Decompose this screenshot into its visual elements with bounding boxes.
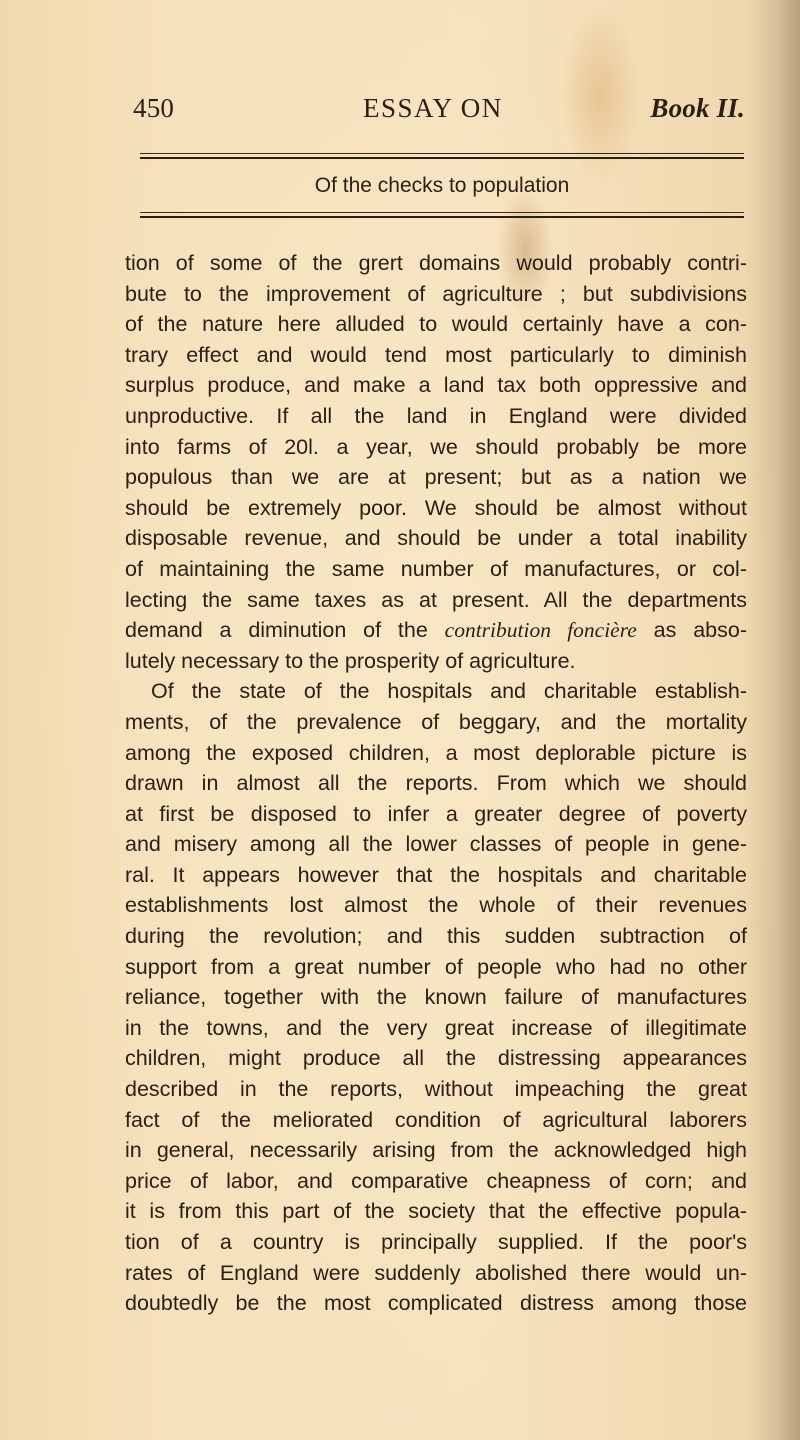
- text-line: in the towns, and the very great increase of illegitimate: [125, 1015, 747, 1040]
- running-title: ESSAY ON: [363, 93, 503, 123]
- text-line: at first be disposed to infer a greater degree of poverty: [125, 801, 747, 826]
- book-label: Book II.: [650, 93, 745, 123]
- text-line: doubtedly be the most complicated distress among those: [125, 1291, 747, 1316]
- header-rule-bottom: [140, 212, 744, 218]
- text-line: children, might produce all the distressing appearances: [125, 1046, 747, 1071]
- text-line: drawn in almost all the reports. From which we should: [125, 771, 747, 796]
- text-line: tion of a country is principally supplied. If the poor's: [125, 1230, 747, 1254]
- text-line: lecting the same taxes as at present. All the departments: [125, 587, 747, 612]
- text-line: surplus produce, and make a land tax both oppressive and: [125, 373, 747, 398]
- text-line: rates of England were suddenly abolished there would un-: [125, 1260, 747, 1285]
- page-number: 450: [133, 93, 175, 123]
- text-segment: as abso-: [636, 618, 748, 643]
- paragraph-end-line: lutely necessary to the prosperity of agriculture.: [125, 648, 576, 673]
- text-line: tion of some of the grert domains would probably contri-: [125, 251, 747, 275]
- body-text: [125, 248, 747, 1319]
- text-line: among the exposed children, a most deplorable picture is: [125, 740, 747, 765]
- text-line: during the revolution; and this sudden subtraction of: [125, 924, 747, 949]
- rule-line-thin: [140, 212, 744, 213]
- paragraph-start-line: Of the state of the hospitals and charitable establish-: [151, 679, 747, 704]
- text-line: price of labor, and comparative cheapness of corn; and: [125, 1168, 747, 1193]
- text-line-with-italic: [125, 615, 747, 646]
- text-line: should be extremely poor. We should be almost without: [125, 495, 747, 520]
- text-line: ral. It appears however that the hospitals and charitable: [125, 862, 747, 887]
- text-line: of the nature here alluded to would certainly have a con-: [125, 312, 747, 337]
- italic-phrase: contribution foncière: [444, 618, 637, 643]
- text-line: described in the reports, without impeaching the great: [125, 1077, 747, 1102]
- text-line: it is from this part of the society that the effective popula-: [125, 1199, 747, 1224]
- text-line: ments, of the prevalence of beggary, and the mortality: [125, 709, 747, 734]
- text-line: establishments lost almost the whole of their revenues: [125, 893, 747, 918]
- text-line: in general, necessarily arising from the acknowledged high: [125, 1138, 747, 1163]
- section-heading: Of the checks to population: [314, 174, 570, 197]
- text-line: support from a great number of people who had no other: [125, 954, 747, 979]
- rule-line-thick: [140, 216, 744, 218]
- text-segment: demand a diminution of the: [125, 618, 445, 643]
- text-line: disposable revenue, and should be under a total inability: [125, 526, 747, 551]
- running-header: [133, 88, 745, 128]
- text-line: reliance, together with the known failure of manufactures: [125, 985, 747, 1010]
- header-rule-top: [140, 153, 744, 159]
- text-line: into farms of 20l. a year, we should probably be more: [125, 434, 747, 459]
- text-line: fact of the meliorated condition of agricultural laborers: [125, 1107, 747, 1132]
- text-line: bute to the improvement of agriculture ; but subdivisions: [125, 281, 747, 306]
- text-line: populous than we are at present; but as a nation we: [125, 465, 747, 490]
- text-line: of maintaining the same number of manufactures, or col-: [125, 556, 747, 581]
- rule-line-thick: [140, 157, 744, 159]
- text-line: trary effect and would tend most particularly to diminish: [125, 342, 747, 367]
- text-line: unproductive. If all the land in England were divided: [125, 403, 747, 428]
- text-line: and misery among all the lower classes of people in gene-: [125, 832, 747, 857]
- rule-line-thin: [140, 153, 744, 154]
